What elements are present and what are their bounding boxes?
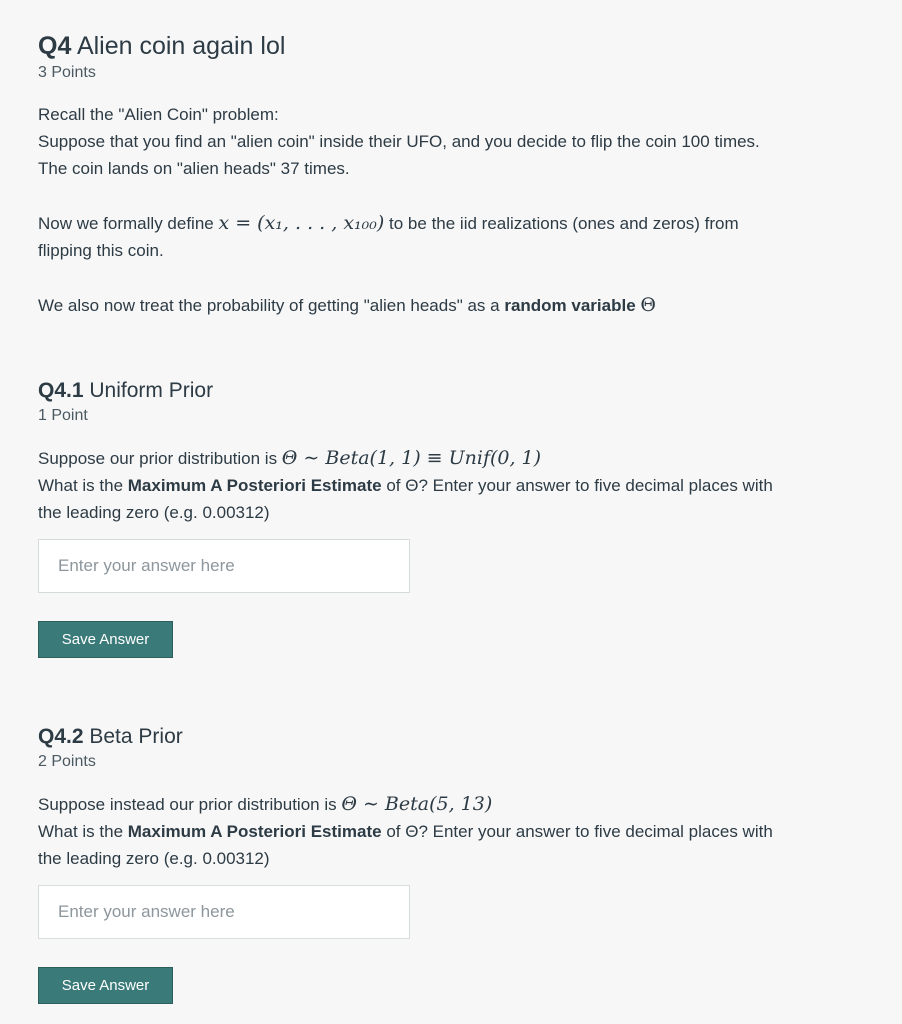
save-button-wrapper	[38, 621, 864, 658]
ask-text-bold: Maximum A Posteriori Estimate	[127, 476, 382, 495]
prior-text: Suppose instead our prior distribution is	[38, 795, 342, 814]
ask-text-pre: What is the	[38, 822, 128, 841]
question-points: 3 Points	[38, 64, 96, 81]
question-q4-body	[38, 101, 864, 182]
definition-math: x = (x₁, . . . , x₁₀₀)	[218, 212, 385, 234]
save-answer-button[interactable]: Save Answer	[38, 621, 173, 658]
question-q4-2	[38, 723, 864, 773]
answer-field-wrapper	[38, 885, 864, 939]
random-variable-bold: random variable	[504, 296, 636, 315]
subquestion-title-text: Uniform Prior	[89, 379, 214, 402]
question-title-text: Alien coin again lol	[76, 32, 286, 60]
definition-paragraph	[38, 210, 864, 264]
ask-text-pre: What is the	[38, 476, 128, 495]
random-variable-paragraph	[38, 292, 864, 319]
ask-text-cont: the leading zero (e.g. 0.00312)	[38, 849, 270, 868]
definition-text-pre: Now we formally define	[38, 214, 219, 233]
ask-text-post: of Θ? Enter your answer to five decimal places with	[381, 822, 773, 841]
question-number: Q4	[38, 32, 72, 60]
question-title	[38, 30, 864, 62]
subquestion-number: Q4.2	[38, 725, 84, 748]
subquestion-number: Q4.1	[38, 379, 84, 402]
random-variable-text: We also now treat the probability of getting "alien heads" as a	[38, 296, 505, 315]
question-q4	[38, 30, 864, 84]
question-q4-1	[38, 377, 864, 427]
answer-input[interactable]	[38, 885, 410, 939]
prior-text: Suppose our prior distribution is	[38, 449, 282, 468]
ask-text-bold: Maximum A Posteriori Estimate	[127, 822, 382, 841]
ask-text-post: of Θ? Enter your answer to five decimal places with	[381, 476, 773, 495]
problem-line-2: The coin lands on "alien heads" 37 times.	[38, 159, 350, 178]
subquestion-title	[38, 377, 864, 405]
prior-math: Θ ∼ Beta(5, 13)	[341, 793, 493, 815]
subquestion-points: 1 Point	[38, 407, 88, 424]
ask-text-cont: the leading zero (e.g. 0.00312)	[38, 503, 270, 522]
recall-line: Recall the "Alien Coin" problem:	[38, 105, 279, 124]
subquestion-title-text: Beta Prior	[89, 725, 183, 748]
subquestion-title	[38, 723, 864, 751]
subquestion-points: 2 Points	[38, 753, 96, 770]
definition-text-post: to be the iid realizations (ones and zeros) from	[384, 214, 739, 233]
subquestion-prompt	[38, 791, 864, 872]
problem-line-1: Suppose that you find an "alien coin" inside their UFO, and you decide to flip the coin 100 times.	[38, 132, 760, 151]
subquestion-prompt	[38, 445, 864, 526]
answer-input[interactable]	[38, 539, 410, 593]
save-answer-button[interactable]: Save Answer	[38, 967, 173, 1004]
definition-text-cont: flipping this coin.	[38, 241, 164, 260]
prior-math: Θ ∼ Beta(1, 1) ≡ Unif(0, 1)	[281, 447, 542, 469]
answer-field-wrapper	[38, 539, 864, 593]
save-button-wrapper	[38, 967, 864, 1004]
theta-symbol: Θ	[640, 294, 656, 316]
